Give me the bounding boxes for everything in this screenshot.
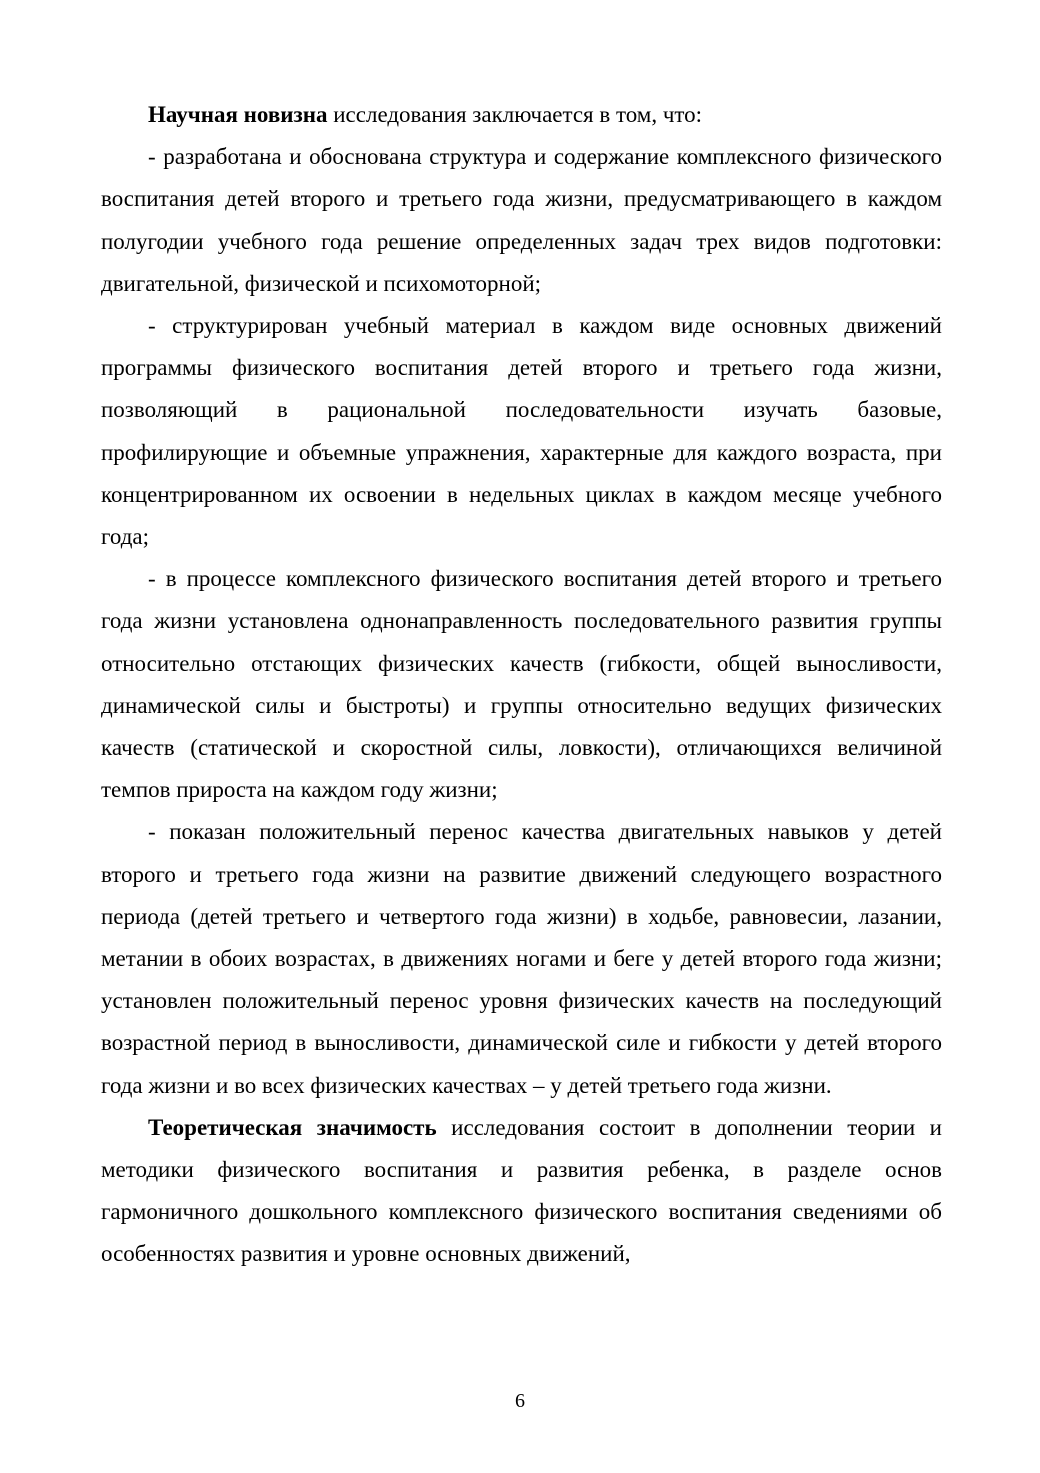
paragraph-text: - в процессе комплексного физического воспитания детей второго и третьего года жизни установлена однонаправленность последовательного развития группы относительно отстающих физических качеств (гибкости, общей выносливости, динамической силы и быстроты) и группы относительно ведущих физических качеств (статической и скоростной силы, ловкости), отличающихся величиной темпов прироста на каждом году жизни; xyxy=(101,566,942,803)
paragraph-text: - структурирован учебный материал в каждом виде основных движений программы физического воспитания детей второго и третьего года жизни, позволяющий в рациональной последовательности изучать базовые, профилирующие и объемные упражнения, характерные для каждого возраста, при концентрированном их освоении в недельных циклах в каждом месяце учебного года; xyxy=(101,313,942,550)
paragraph-text: - разработана и обоснована структура и содержание комплексного физического воспитания детей второго и третьего года жизни, предусматривающего в каждом полугодии учебного года решение определенных задач трех видов подготовки: двигательной, физической и психомоторной; xyxy=(101,144,942,296)
paragraph-novelty-item-3 xyxy=(101,558,942,811)
paragraph-theoretical-significance xyxy=(101,1107,942,1276)
heading-scientific-novelty: Научная новизна xyxy=(148,102,328,127)
paragraph-scientific-novelty xyxy=(101,94,942,136)
paragraph-novelty-item-1 xyxy=(101,136,942,305)
paragraph-text: исследования состоит в дополнении теории и методики физического воспитания и развития ребенка, в разделе основ гармоничного дошкольного комплексного физического воспитания сведениями об особенностях развития и уровне основных движений, xyxy=(101,1114,942,1267)
paragraph-novelty-item-4 xyxy=(101,811,942,1106)
body-text xyxy=(101,94,942,1276)
paragraph-text: - показан положительный перенос качества двигательных навыков у детей второго и третьего года жизни на развитие движений следующего возрастного периода (детей третьего и четвертого года жизни) в ходьбе, равновесии, лазании, метании в обоих возрастах, в движениях ногами и беге у детей второго года жизни; установлен положительный перенос уровня физических качеств на последующий возрастной период в выносливости, динамической силе и гибкости у детей второго года жизни и во всех физических качествах – у детей третьего года жизни. xyxy=(101,819,942,1098)
paragraph-novelty-item-2 xyxy=(101,305,942,558)
paragraph-text: исследования заключается в том, что: xyxy=(327,102,703,127)
page-number: 6 xyxy=(515,1390,525,1412)
heading-theoretical-significance: Теоретическая значимость xyxy=(148,1114,437,1140)
